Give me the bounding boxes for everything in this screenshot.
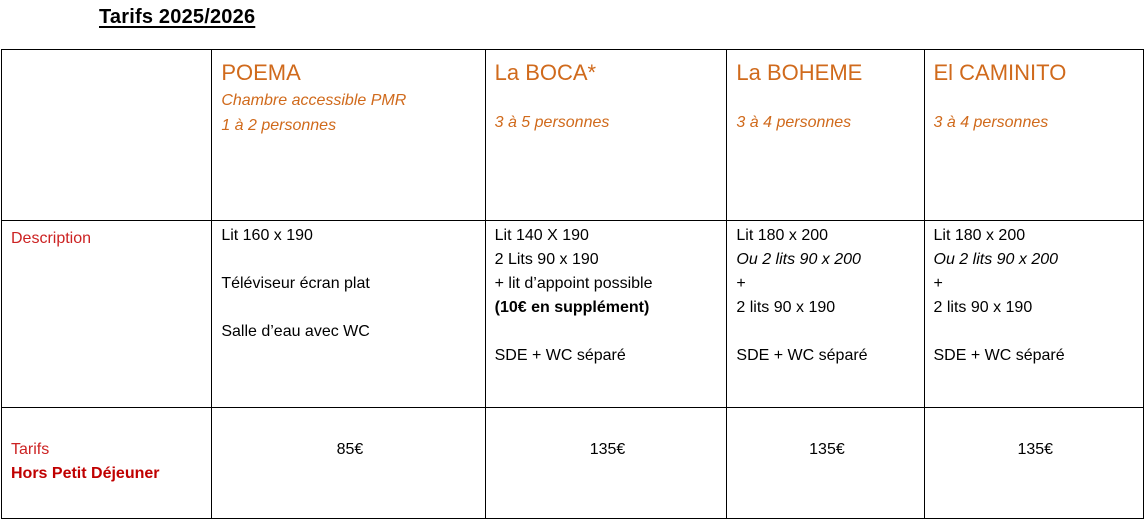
room-capacity: 3 à 4 personnes [736,114,852,131]
header-empty-cell [2,50,212,221]
desc-line: SDE + WC séparé [736,347,868,364]
description-label: Description [11,230,92,247]
tarifs-label-cell [2,408,212,519]
price-poema-cell [212,408,485,519]
price-boheme-cell [727,408,924,519]
table-row [2,221,1144,408]
desc-line: Ou 2 lits 90 x 200 [933,251,1059,268]
desc-line: Lit 140 X 190 [494,227,589,244]
room-header-poema [212,50,485,221]
price-caminito-cell [924,408,1144,519]
room-header-boca [485,50,727,221]
room-name: La BOHEME [736,60,863,85]
price-poema: 85€ [336,441,364,458]
description-caminito [924,221,1144,408]
desc-line: + [736,275,746,292]
desc-line: 2 lits 90 x 190 [933,299,1033,316]
desc-line: Lit 180 x 200 [736,227,829,244]
room-header-boheme [727,50,924,221]
desc-line: Téléviseur écran plat [221,275,370,292]
room-capacity: 3 à 5 personnes [494,114,610,131]
desc-line: (10€ en supplément) [494,299,650,316]
desc-line: Salle d’eau avec WC [221,323,370,340]
room-capacity: 1 à 2 personnes [221,117,337,134]
desc-line: SDE + WC séparé [494,347,626,364]
description-poema [212,221,485,408]
desc-line: 2 Lits 90 x 190 [494,251,599,268]
desc-line: 2 lits 90 x 190 [736,299,836,316]
desc-line: Ou 2 lits 90 x 200 [736,251,861,268]
desc-line: Lit 180 x 200 [933,227,1026,244]
room-name: El CAMINITO [933,60,1067,85]
room-capacity: 3 à 4 personnes [933,114,1049,131]
price-boca: 135€ [589,441,626,458]
page-title: Tarifs 2025/2026 [99,6,256,28]
tarifs-label: Tarifs [11,441,50,458]
hors-petit-dejeuner-label: Hors Petit Déjeuner [11,465,160,482]
desc-line: Lit 160 x 190 [221,227,313,244]
desc-line: + lit d’appoint possible [494,275,653,292]
table-row [2,408,1144,519]
price-caminito: 135€ [1017,441,1054,458]
desc-line: SDE + WC séparé [933,347,1065,364]
price-boca-cell [485,408,727,519]
room-accessibility: Chambre accessible PMR [221,92,407,109]
desc-line: + [933,275,943,292]
room-name: POEMA [221,60,301,85]
table-row [2,50,1144,221]
description-boheme [727,221,924,408]
room-name: La BOCA* [494,60,597,85]
price-boheme: 135€ [809,441,845,458]
room-header-caminito [924,50,1144,221]
tarifs-table [1,49,1144,519]
description-label-cell [2,221,212,408]
description-boca [485,221,727,408]
